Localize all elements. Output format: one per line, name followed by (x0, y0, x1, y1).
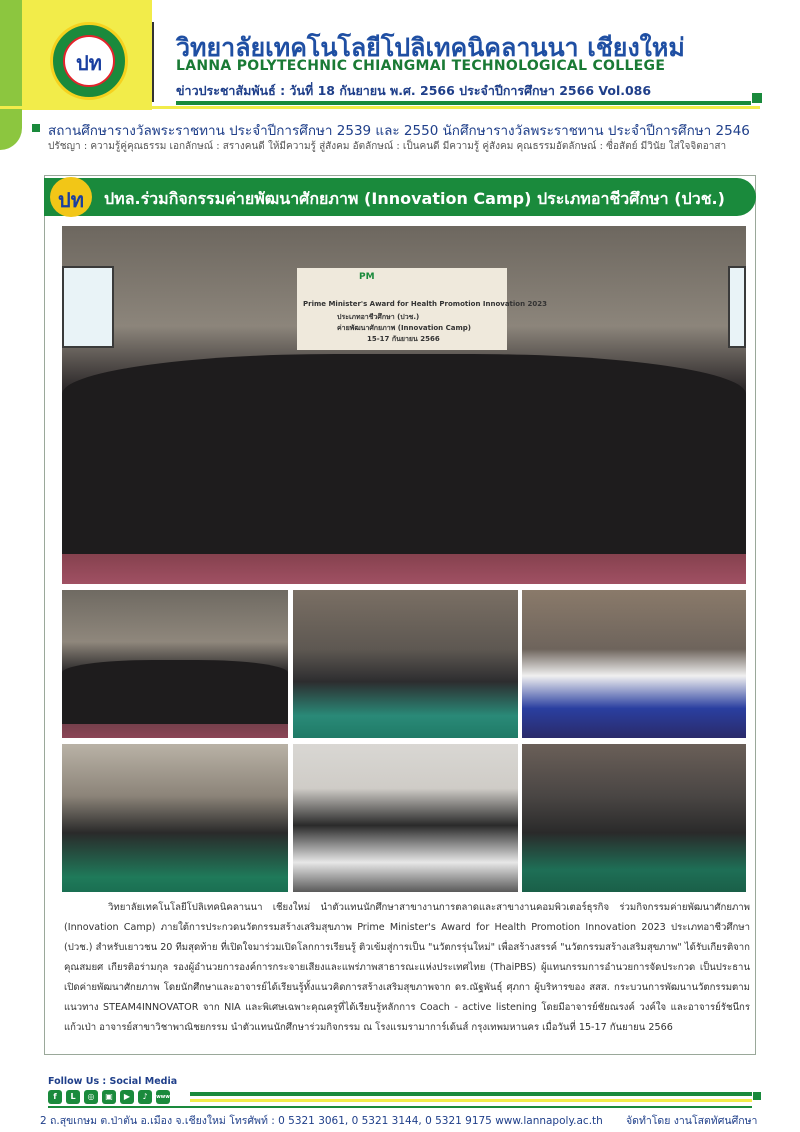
logo-emblem (63, 35, 115, 87)
photo-table-group (293, 590, 518, 738)
news-date-line: ข่าวประชาสัมพันธ์ : วันที่ 18 กันยายน พ.ศ. 2566 ประจำปีการศึกษา 2566 Vol.086 (176, 83, 652, 98)
photo-students-bags (522, 590, 746, 738)
made-by-credit: จัดทำโดย งานโสตทัศนศึกษา (626, 1115, 758, 1127)
logo-text: ปท (76, 51, 102, 75)
award-text: สถานศึกษารางวัลพระราชทาน ประจำปีการศึกษา 2539 และ 2550 นักศึกษารางวัลพระราชทาน ประจำปีการศึกษา 2546 (48, 123, 750, 139)
banner-line-1: Prime Minister's Award for Health Promotion Innovation 2023 (303, 300, 548, 308)
article-body (64, 898, 750, 1038)
banner-line-2: ประเภทอาชีวศึกษา (ปวช.) (337, 313, 420, 321)
instagram-icon[interactable]: ▣ (102, 1090, 116, 1104)
article-body-paragraph: วิทยาลัยเทคโนโลยีโปลิเทคนิคลานนา เชียงใหม่ นำตัวแทนนักศึกษาสาขางานการตลาดและสาขางานคอมพิวเตอร์ธุรกิจ ร่วมกิจกรรมค่ายพัฒนาศักยภาพ (Innovation Camp) ภายใต้การประกวดนวัตกรรมสร้างเสริมสุขภาพ Prime Minister's Award for Health Promotion Innovation 2023 ประเภทอาชีวศึกษา (ปวช.) สำหรับเยาวชน 20 ทีมสุดท้าย ที่เปิดใจมาร่วมเปิดโลกการเรียนรู้ ติวเข้มสู่การเป็น "นวัตกรรุ่นใหม่" เพื่อสร้างสรรค์ "นวัตกรรมสร้างเสริมสุขภาพ" ได้รับเกียรติจากคุณสมยศ เกียรติอร่ามกุล รองผู้อำนวยการองค์การกระจายเสียงและแพร่ภาพสาธารณะแห่งประเทศไทย (ThaiPBS) ผู้แทนกรรมการอำนวยการจัดประกวด เป็นประธานเปิดค่ายพัฒนาศักยภาพ โดยนักศึกษาและอาจารย์ได้เรียนรู้ทั้งแนวคิดการสร้างเสริมสุขภาพจาก ดร.ณัฐพันธุ์ ศุภกา ผู้บริหารของ สสส. กระบวนการพัฒนานวัตกรรมตามแนวทาง STEAM4INNOVATOR จาก NIA และพิเศษเฉพาะคุณครูที่ได้เรียนรู้หลักการ Coach - active listening โดยมีอาจารย์ชัยณรงค์ วงค์ใจ และอาจารย์รัชนีกร แก้วเป่า อาจารย์สาขาวิชาพาณิชยกรรม นำตัวแทนนักศึกษาร่วมกิจกรรม ณ โรงแรมรามาการ์เด้นส์ กรุงเทพมหานคร เมื่อวันที่ 15-17 กันยายน 2566 (64, 902, 750, 1033)
photo-group-wide (62, 590, 288, 738)
follow-us-label: Follow Us : Social Media (48, 1076, 178, 1087)
contact-address: 2 ถ.สุขเกษม ต.ป่าตัน อ.เมือง จ.เชียงใหม่ โทรศัพท์ : 0 5321 3061, 0 5321 3144, 0 5321 9175 www.lannapoly.ac.th (40, 1115, 603, 1127)
award-bullet (32, 124, 40, 132)
banner-line-4: 15-17 กันยายน 2566 (367, 335, 440, 343)
facebook-icon[interactable]: f (48, 1090, 62, 1104)
college-logo (50, 22, 128, 100)
philosophy-text: ปรัชญา : ความรู้คู่คุณธรรม เอกลักษณ์ : สรางคนดี ให้มีความรู้ สู่สังคม อัตลักษณ์ : เป็นคนดี มีความรู้ คู่สังคม คุณธรรมอัตลักษณ์ : ซื่อสัตย์ มีวินัย ใส่ใจจิตอาสา (48, 141, 727, 152)
event-stage-banner (297, 268, 548, 350)
article-title: ปทล.ร่วมกิจกรรมค่ายพัฒนาศักยภาพ (Innovation Camp) ประเภทอาชีวศึกษา (ปวช.) (104, 189, 725, 208)
header-divider (152, 22, 154, 102)
college-name-english: LANNA POLYTECHNIC CHIANGMAI TECHNOLOGICAL COLLEGE (176, 58, 666, 74)
group-photo-main (62, 226, 746, 584)
line-icon[interactable]: L (66, 1090, 80, 1104)
header-green-bar (176, 101, 751, 105)
header-corner-green (0, 0, 22, 150)
footer-green-bar (190, 1092, 752, 1096)
header-yellow-bar (0, 106, 760, 109)
article-icon-text: ปท (58, 188, 84, 212)
header-square-marker (752, 93, 762, 103)
article-logo-icon (50, 177, 92, 217)
college-name-thai: วิทยาลัยเทคโนโลยีโปลิเทคนิคลานนา เชียงใหม่ (176, 33, 685, 62)
youtube-icon[interactable]: ▶ (120, 1090, 134, 1104)
left-projector-screen (62, 266, 114, 348)
photo-students-working (62, 744, 288, 892)
footer-divider (48, 1106, 752, 1108)
footer-yellow-bar (190, 1099, 752, 1102)
footer-square-marker (753, 1092, 761, 1100)
right-projector-screen (728, 266, 746, 348)
crowd-silhouette (62, 354, 746, 554)
photo-students-signs (293, 744, 518, 892)
website-icon[interactable]: www (156, 1090, 170, 1104)
banner-line-3: ค่ายพัฒนาศักยภาพ (Innovation Camp) (337, 324, 471, 332)
photo-students-cheering (522, 744, 746, 892)
crowd-silhouette-small (62, 660, 288, 724)
messenger-icon[interactable]: ◎ (84, 1090, 98, 1104)
banner-pm-logo: PM (359, 272, 375, 282)
tiktok-icon[interactable]: ♪ (138, 1090, 152, 1104)
